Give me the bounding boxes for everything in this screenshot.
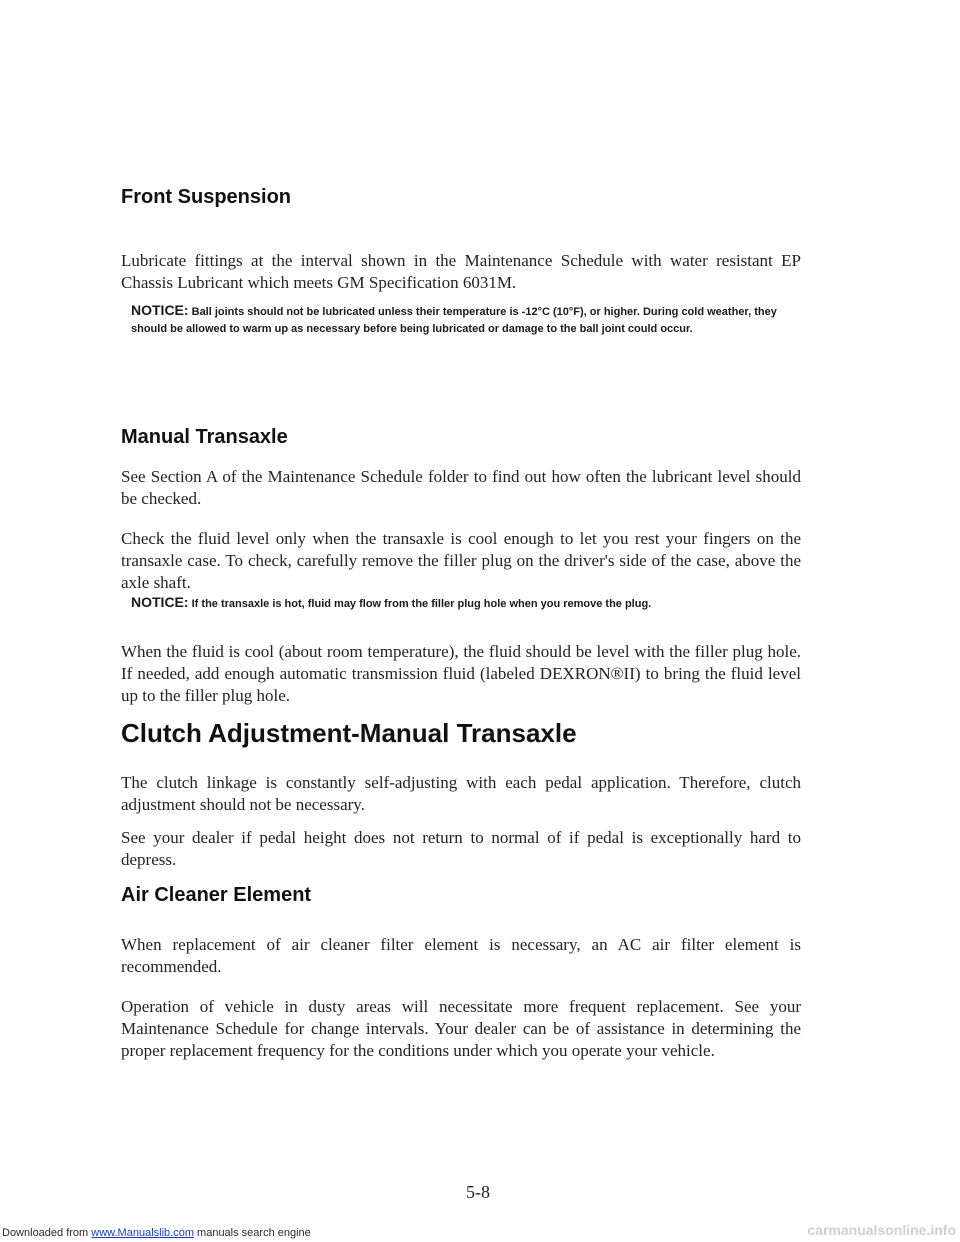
manual-transaxle-para-1: See Section A of the Maintenance Schedule folder to find out how often the lubricant level should be checked. <box>121 467 801 508</box>
page-number: 5-8 <box>466 1182 490 1202</box>
air-cleaner-heading: Air Cleaner Element <box>121 884 312 906</box>
source-bar <box>2 1227 311 1240</box>
notice-text: If the transaxle is hot, fluid may flow from the filler plug hole when you remove the plug. <box>191 598 652 610</box>
manualslib-link[interactable]: www.Manualslib.com <box>91 1227 194 1239</box>
clutch-adjustment-para-2: See your dealer if pedal height does not return to normal of if pedal is exceptionally hard to depress. <box>121 828 801 869</box>
front-suspension-body: Lubricate fittings at the interval shown in the Maintenance Schedule with water resistant EP Chassis Lubricant which meets GM Specification 6031M. <box>121 251 801 292</box>
front-suspension-notice <box>131 302 791 338</box>
clutch-adjustment-para-1: The clutch linkage is constantly self-adjusting with each pedal application. Therefore, clutch adjustment should not be necessary. <box>121 773 801 814</box>
clutch-adjustment-heading: Clutch Adjustment-Manual Transaxle <box>121 718 577 748</box>
watermark: carmanualsonline.info <box>807 1222 956 1238</box>
notice-text: Ball joints should not be lubricated unless their temperature is -12°C (10°F), or higher. During cold weather, they should be allowed to warm up as necessary before being lubricated or damage to the ball joint could occur. <box>131 306 777 335</box>
air-cleaner-para-2: Operation of vehicle in dusty areas will necessitate more frequent replacement. See your Maintenance Schedule for change intervals. Your dealer can be of assistance in determining the proper replacement frequency for the conditions under which you operate your vehicle. <box>121 997 801 1060</box>
notice-label: NOTICE: <box>131 594 189 610</box>
source-prefix: Downloaded from <box>2 1227 92 1239</box>
manual-transaxle-para-2: Check the fluid level only when the transaxle is cool enough to let you rest your fingers on the transaxle case. To check, carefully remove the filler plug on the driver's side of the case, above the axle shaft. <box>121 529 801 592</box>
manual-transaxle-notice <box>131 594 791 613</box>
air-cleaner-para-1: When replacement of air cleaner filter element is necessary, an AC air filter element is recommended. <box>121 935 801 976</box>
front-suspension-heading: Front Suspension <box>121 186 291 208</box>
manual-transaxle-para-3: When the fluid is cool (about room temperature), the fluid should be level with the filler plug hole. If needed, add enough automatic transmission fluid (labeled DEXRON®II) to bring the fluid level up to the filler plug hole. <box>121 642 801 705</box>
manual-transaxle-heading: Manual Transaxle <box>121 426 288 448</box>
source-suffix: manuals search engine <box>193 1227 311 1239</box>
notice-label: NOTICE: <box>131 302 189 318</box>
